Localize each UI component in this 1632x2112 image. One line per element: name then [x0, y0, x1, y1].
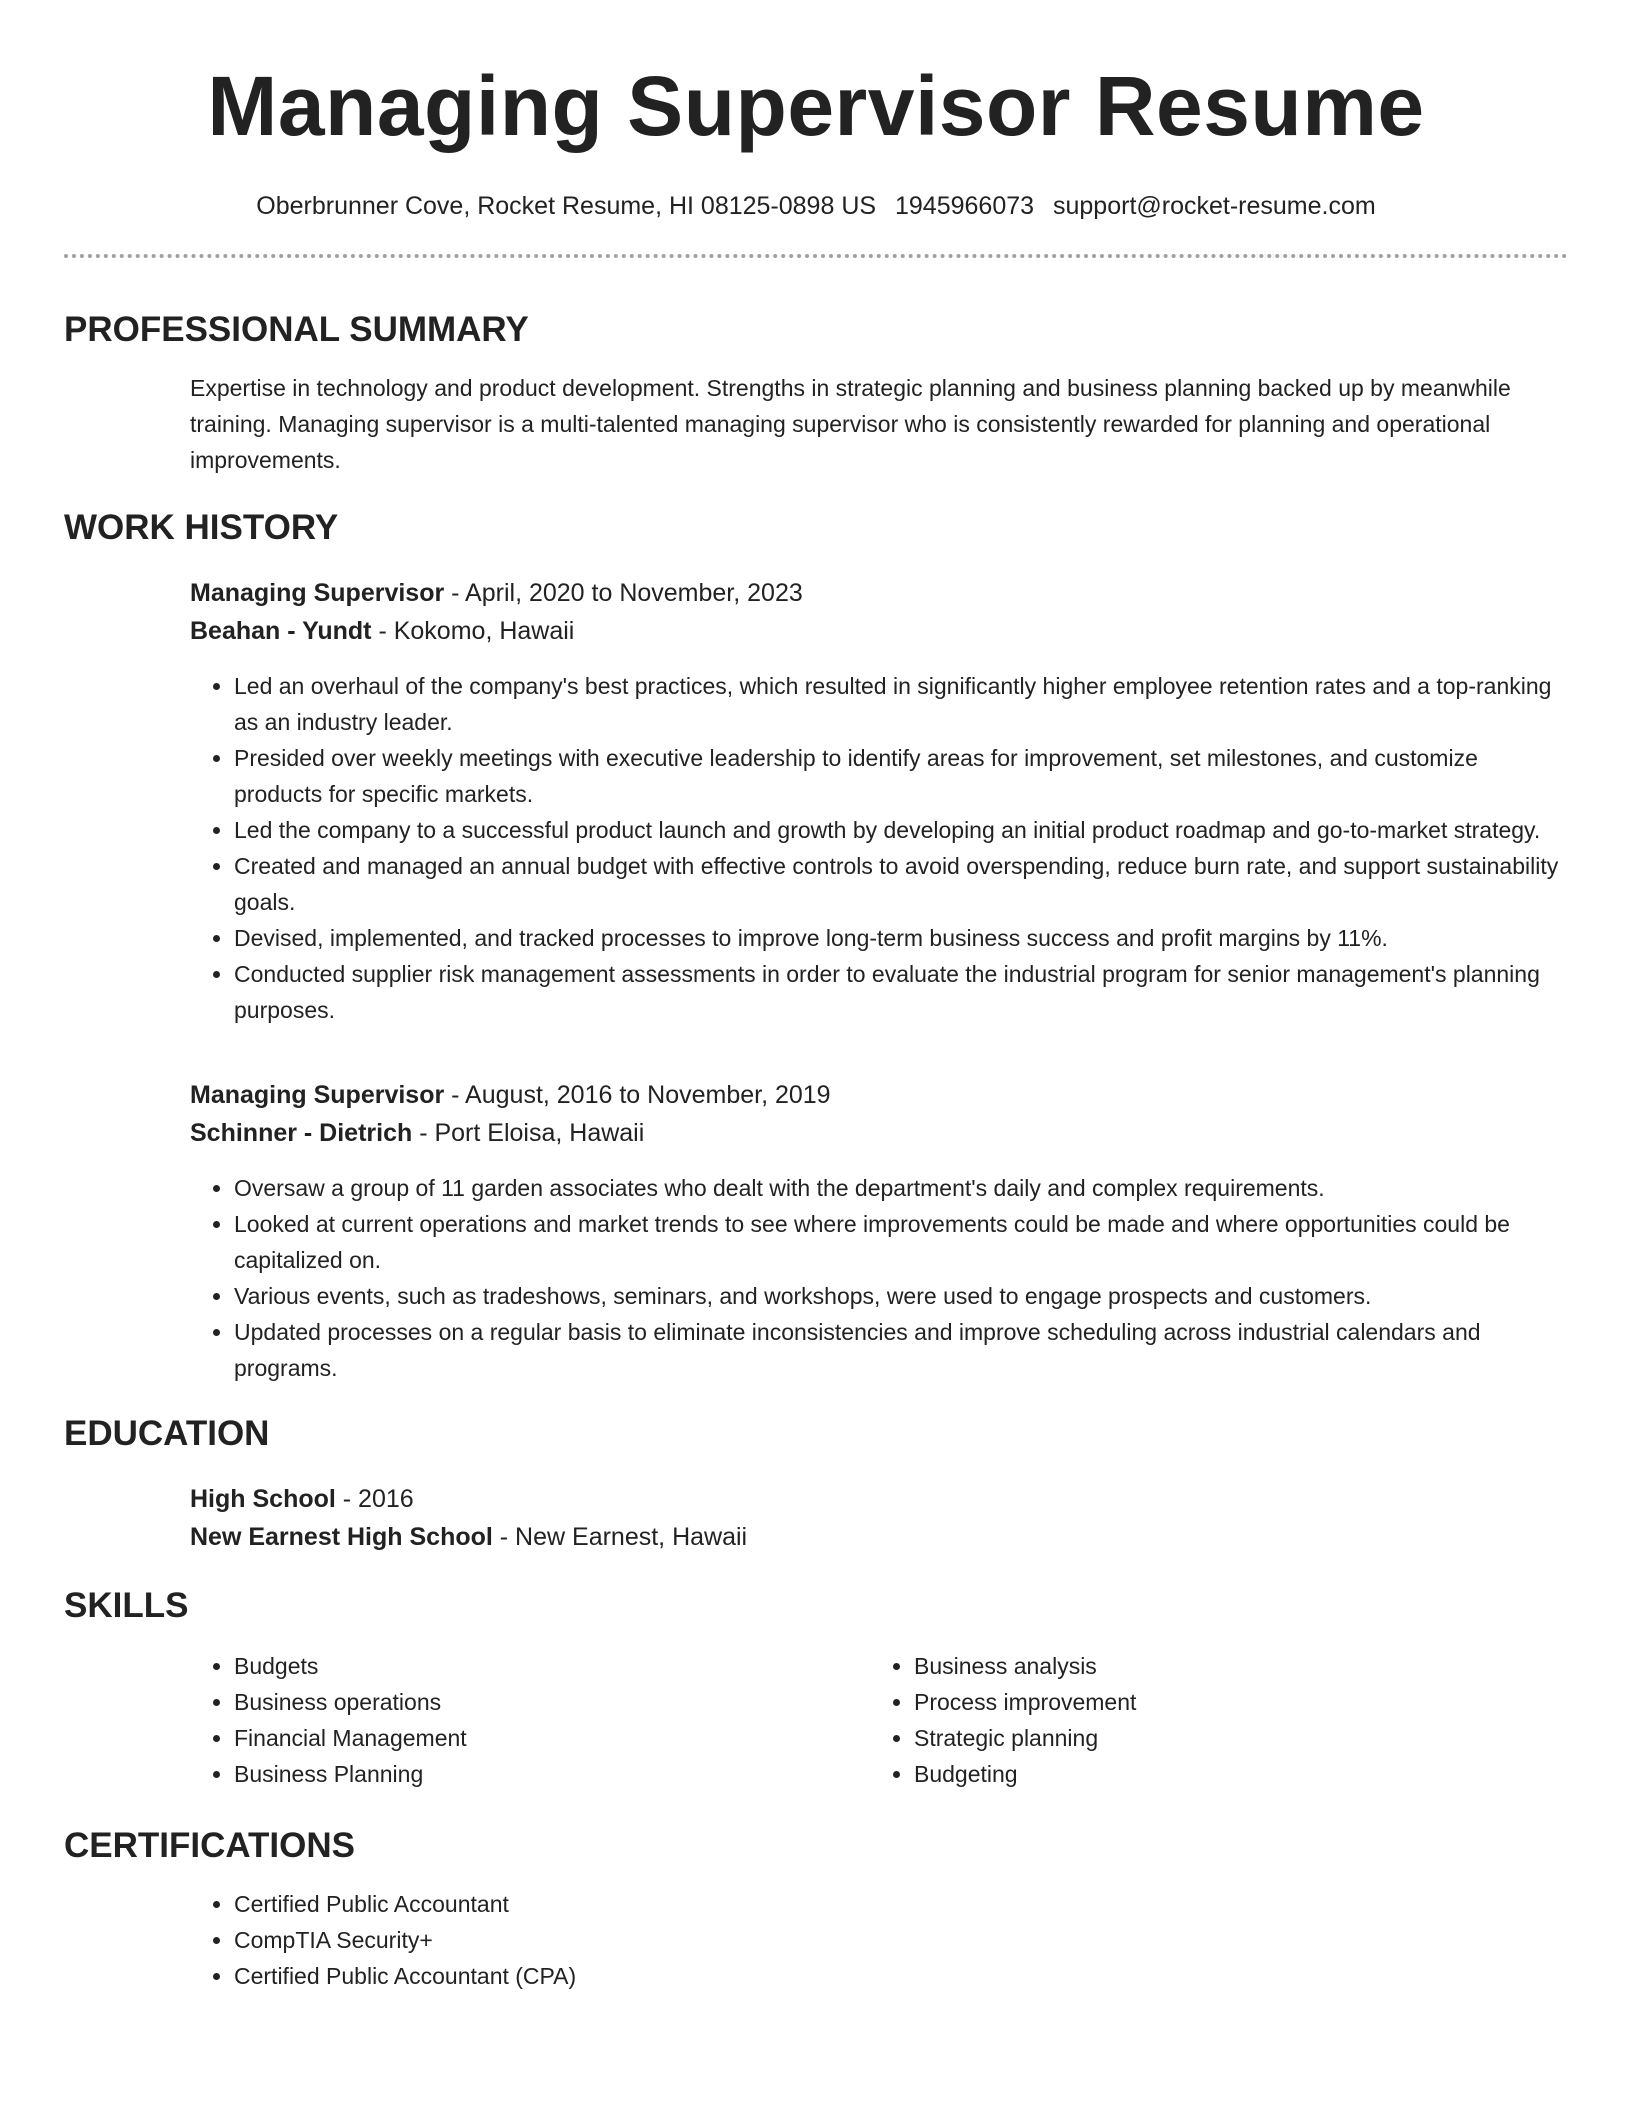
list-item: • Various events, such as tradeshows, seminars, and workshops, were used to engage prospects and customers.	[234, 1278, 1568, 1314]
list-item: • Process improvement	[914, 1684, 1550, 1720]
education-entry	[64, 1480, 1568, 1556]
list-item: • CompTIA Security+	[234, 1922, 1568, 1958]
contact-phone: 1945966073	[895, 192, 1035, 220]
list-item: • Led an overhaul of the company's best practices, which resulted in significantly higher employee retention rates and a top-ranking as an industry leader.	[234, 668, 1568, 740]
list-item: • Business Planning	[234, 1756, 870, 1792]
section-title-summary: PROFESSIONAL SUMMARY	[64, 310, 529, 349]
education-degree-line	[190, 1480, 1568, 1518]
job-location: - Port Eloisa, Hawaii	[412, 1119, 645, 1147]
job-bullets	[190, 668, 1568, 1028]
job-title: Managing Supervisor	[190, 579, 445, 607]
list-item: • Oversaw a group of 11 garden associates who dealt with the department's daily and complex requirements.	[234, 1170, 1568, 1206]
list-item: • Updated processes on a regular basis to eliminate inconsistencies and improve scheduling across industrial calendars and programs.	[234, 1314, 1568, 1386]
skills-list-left	[190, 1648, 870, 1792]
education-year: - 2016	[335, 1485, 414, 1513]
list-item: • Led the company to a successful product launch and growth by developing an initial product roadmap and go-to-market strategy.	[234, 812, 1568, 848]
contact-email[interactable]: support@rocket-resume.com	[1053, 192, 1376, 220]
job-dates: - April, 2020 to November, 2023	[444, 579, 803, 607]
job-company-line	[190, 612, 1568, 650]
section-title-education: EDUCATION	[64, 1414, 270, 1453]
skills-list-right	[870, 1648, 1550, 1792]
list-item: • Presided over weekly meetings with executive leadership to identify areas for improvement, set milestones, and customize products for specific markets.	[234, 740, 1568, 812]
job-dates: - August, 2016 to November, 2019	[444, 1081, 831, 1109]
education-school: New Earnest High School	[190, 1523, 493, 1551]
list-item: • Business analysis	[914, 1648, 1550, 1684]
job-location: - Kokomo, Hawaii	[371, 617, 575, 645]
page-title: Managing Supervisor Resume	[207, 59, 1425, 153]
job-entry	[64, 1076, 1568, 1386]
list-item: • Budgets	[234, 1648, 870, 1684]
list-item: • Looked at current operations and market trends to see where improvements could be made and where opportunities could be capitalized on.	[234, 1206, 1568, 1278]
skills-grid	[64, 1648, 1568, 1792]
list-item: • Devised, implemented, and tracked processes to improve long-term business success and profit margins by 11%.	[234, 920, 1568, 956]
certifications-block	[64, 1886, 1568, 1994]
list-item: • Strategic planning	[914, 1720, 1550, 1756]
list-item: • Certified Public Accountant (CPA)	[234, 1958, 1568, 1994]
education-location: - New Earnest, Hawaii	[492, 1523, 748, 1551]
section-title-skills: SKILLS	[64, 1586, 189, 1625]
contact-line	[64, 190, 1568, 222]
job-company-line	[190, 1114, 1568, 1152]
section-title-work-history: WORK HISTORY	[64, 508, 339, 547]
job-title-line	[190, 1076, 1568, 1114]
list-item: • Budgeting	[914, 1756, 1550, 1792]
list-item: • Created and managed an annual budget with effective controls to avoid overspending, reduce burn rate, and support sustainability goals.	[234, 848, 1568, 920]
certifications-list	[190, 1886, 1568, 1994]
list-item: • Business operations	[234, 1684, 870, 1720]
summary-text: Expertise in technology and product development. Strengths in strategic planning and business planning backed up by meanwhile training. Managing supervisor is a multi-talented managing supervisor who is consistently rewarded for planning and operational improvements.	[190, 375, 1511, 473]
education-degree: High School	[190, 1485, 336, 1513]
list-item: • Certified Public Accountant	[234, 1886, 1568, 1922]
contact-address: Oberbrunner Cove, Rocket Resume, HI 08125-0898 US	[256, 192, 877, 220]
job-title: Managing Supervisor	[190, 1081, 445, 1109]
list-item: • Financial Management	[234, 1720, 870, 1756]
job-entry	[64, 574, 1568, 1028]
list-item: • Conducted supplier risk management assessments in order to evaluate the industrial program for senior management's planning purposes.	[234, 956, 1568, 1028]
job-company: Beahan - Yundt	[190, 617, 372, 645]
education-school-line	[190, 1518, 1568, 1556]
job-title-line	[190, 574, 1568, 612]
header-divider	[64, 254, 1568, 258]
section-title-certifications: CERTIFICATIONS	[64, 1826, 356, 1865]
job-bullets	[190, 1170, 1568, 1386]
job-company: Schinner - Dietrich	[190, 1119, 413, 1147]
